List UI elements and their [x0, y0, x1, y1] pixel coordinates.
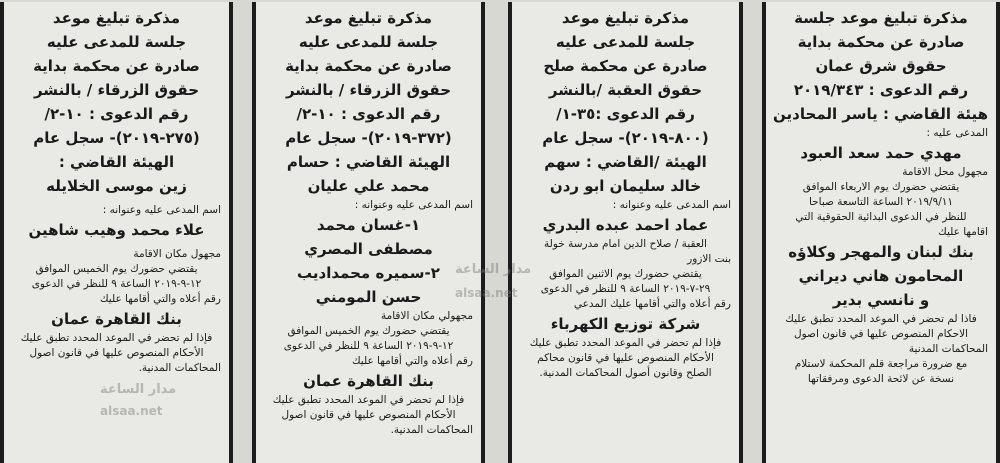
- court-name-2: حقوق الزرقاء / بالنشر: [33, 81, 200, 99]
- notice-title: مذكرة تبليغ موعد: [561, 9, 690, 27]
- plaintiff-name: بنك القاهرة عمان: [303, 372, 434, 390]
- case-number: رقم الدعوى : ١٠-٢/: [44, 105, 189, 123]
- warning-text: فإذا لم تحضر في الموعد المحدد تطبق عليك: [529, 337, 722, 349]
- plaintiff-intro: رقم أعلاه والتي أقامها عليك: [99, 293, 221, 305]
- defendant-label: اسم المدعى عليه وعنوانه :: [354, 199, 473, 211]
- plaintiff-lawyer-2: و نانسي بدير: [832, 291, 930, 309]
- judge-label: الهيئة /القاضي : سهم: [544, 153, 707, 171]
- plaintiff-lawyer: المحامون هاني ديراني: [798, 267, 964, 285]
- notice-column-3: [508, 2, 743, 463]
- plaintiff-name: بنك لبنان والمهجر وكلاؤه: [788, 243, 974, 261]
- hearing-text: يقتضي حضورك يوم الاربعاء الموافق: [802, 181, 960, 193]
- court-name: صادرة عن محكمة صلح: [543, 57, 708, 75]
- defendant-2: ٢-سميره محمداديب: [297, 264, 440, 282]
- notice-column-4: [762, 2, 1000, 463]
- defendant-label: اسم المدعى عليه وعنوانه :: [102, 204, 221, 216]
- plaintiff-intro: رقم أعلاه والتي أقامها عليك المدعي: [573, 298, 731, 310]
- watermark-text: مدار الساعة: [455, 262, 532, 277]
- court-name-2: حقوق العقبة /بالنشر: [548, 81, 703, 99]
- hearing-text: يقتضي حضورك يوم الخميس الموافق: [287, 325, 450, 337]
- notice-title: مذكرة تبليغ موعد: [304, 9, 433, 27]
- watermark-url: alsaa.net: [100, 404, 163, 418]
- defendant-label: اسم المدعى عليه وعنوانه :: [612, 199, 731, 211]
- judge-label: الهيئة القاضي :: [58, 153, 175, 171]
- hearing-date: ٢٩-٧-٢٠١٩ الساعة ٩ للنظر في الدعوى: [540, 283, 711, 295]
- plaintiff-intro: رقم أعلاه والتي أقامها عليك: [351, 355, 473, 367]
- court-name: صادرة عن محكمة بداية: [33, 57, 200, 75]
- warning-text: فإذا لم تحضر في الموعد المحدد تطبق عليك: [20, 332, 213, 344]
- court-instruction: مع ضرورة مراجعة قلم المحكمة لاستلام: [794, 358, 968, 370]
- hearing-date: ١٢-٩-٢٠١٩ الساعة ٩ للنظر في الدعوى: [31, 278, 202, 290]
- plaintiff-name: بنك القاهرة عمان: [51, 310, 182, 328]
- notice-title-2: جلسة للمدعى عليه: [555, 33, 696, 51]
- residence-status: مجهولي مكان الاقامة: [380, 310, 473, 322]
- hearing-date: ٢٠١٩/٩/١١ الساعة التاسعة صباحا: [808, 196, 954, 208]
- plaintiff-name: شركة توزيع الكهرباء: [550, 315, 701, 333]
- case-number: رقم الدعوى : ٢٠١٩/٣٤٣: [793, 81, 969, 99]
- case-register: (٨٠٠-٢٠١٩)- سجل عام: [542, 129, 709, 147]
- judge-name: محمد علي عليان: [307, 177, 430, 195]
- court-instruction-2: نسخة عن لائحة الدعوى ومرفقاتها: [807, 373, 955, 385]
- defendant-1-b: مصطفى المصري: [304, 240, 433, 258]
- court-name-2: حقوق شرق عمان: [815, 57, 947, 75]
- residence-status: مجهول محل الاقامة: [902, 166, 988, 178]
- notice-column-1: [0, 2, 233, 463]
- warning-text: فاذا لم تحضر في الموعد المحدد تطبق عليك: [785, 313, 977, 325]
- case-number: رقم الدعوى :٣٥-١/: [556, 105, 695, 123]
- case-register: (٢٧٥-٢٠١٩)- سجل عام: [33, 129, 200, 147]
- plaintiff-intro: اقامها عليك: [938, 226, 988, 238]
- warning-text-2: الاحكام المنصوص عليها في قانون اصول: [793, 328, 969, 340]
- warning-text-3: المحاكمات المدنية: [908, 343, 988, 355]
- hearing-text: يقتضي حضورك يوم الخميس الموافق: [35, 263, 198, 275]
- defendant-2-b: حسن المومني: [315, 288, 422, 306]
- court-name-2: حقوق الزرقاء / بالنشر: [285, 81, 452, 99]
- defendant-1: ١-غسان محمد: [316, 216, 421, 234]
- watermark-url: alsaa.net: [455, 286, 518, 300]
- defendant-label: المدعى عليه :: [926, 127, 988, 139]
- warning-text-2: الأحكام المنصوص عليها في قانون اصول: [281, 409, 456, 421]
- warning-text: فإذا لم تحضر في الموعد المحدد تطبق عليك: [272, 394, 465, 406]
- judge-name: زين موسى الخلايله: [46, 177, 187, 195]
- defendant-name: علاء محمد وهيب شاهين: [28, 221, 205, 239]
- notice-title-2: جلسة للمدعى عليه: [298, 33, 439, 51]
- defendant-address-2: بنت الازور: [687, 253, 731, 265]
- warning-text-2: الأحكام المنصوص عليها في قانون محاكم: [537, 352, 714, 364]
- warning-text-3: المحاكمات المدنية.: [390, 424, 473, 436]
- case-number: رقم الدعوى : ١٠-٢/: [296, 105, 441, 123]
- defendant-address: العقبة / صلاح الدين امام مدرسة خولة: [544, 238, 707, 250]
- residence-status: مجهول مكان الاقامة: [133, 248, 221, 260]
- judge-label: الهيئة القاضي : حسام: [286, 153, 451, 171]
- warning-text-3: المحاكمات المدنية.: [138, 362, 221, 374]
- warning-text-3: الصلح وقانون أصول المحاكمات المدنية.: [539, 367, 712, 379]
- judge-name: خالد سليمان ابو ردن: [549, 177, 702, 195]
- notice-title: مذكرة تبليغ موعد جلسة: [794, 9, 968, 27]
- warning-text-2: الأحكام المنصوص عليها في قانون اصول: [29, 347, 204, 359]
- notice-title: مذكرة تبليغ موعد: [52, 9, 181, 27]
- hearing-date: ١٢-٩-٢٠١٩ الساعة ٩ للنظر في الدعوى: [283, 340, 454, 352]
- judge-name: هيئة القاضي : ياسر المحادين: [773, 105, 988, 123]
- court-name: صادرة عن محكمة بداية: [797, 33, 965, 51]
- notice-title-2: جلسة للمدعى عليه: [46, 33, 187, 51]
- court-name: صادرة عن محكمة بداية: [285, 57, 452, 75]
- notice-column-2: [252, 2, 485, 463]
- defendant-name: مهدي حمد سعد العبود: [800, 144, 962, 162]
- case-register: (٣٧٢-٢٠١٩)- سجل عام: [285, 129, 452, 147]
- hearing-text: يقتضي حضورك يوم الاثنين الموافق: [549, 268, 702, 280]
- defendant-name: عماد احمد عبده البدري: [542, 216, 709, 234]
- hearing-text-2: للنظر في الدعوى البدائية الحقوقية التي: [795, 211, 967, 223]
- watermark-text: مدار الساعة: [100, 382, 177, 397]
